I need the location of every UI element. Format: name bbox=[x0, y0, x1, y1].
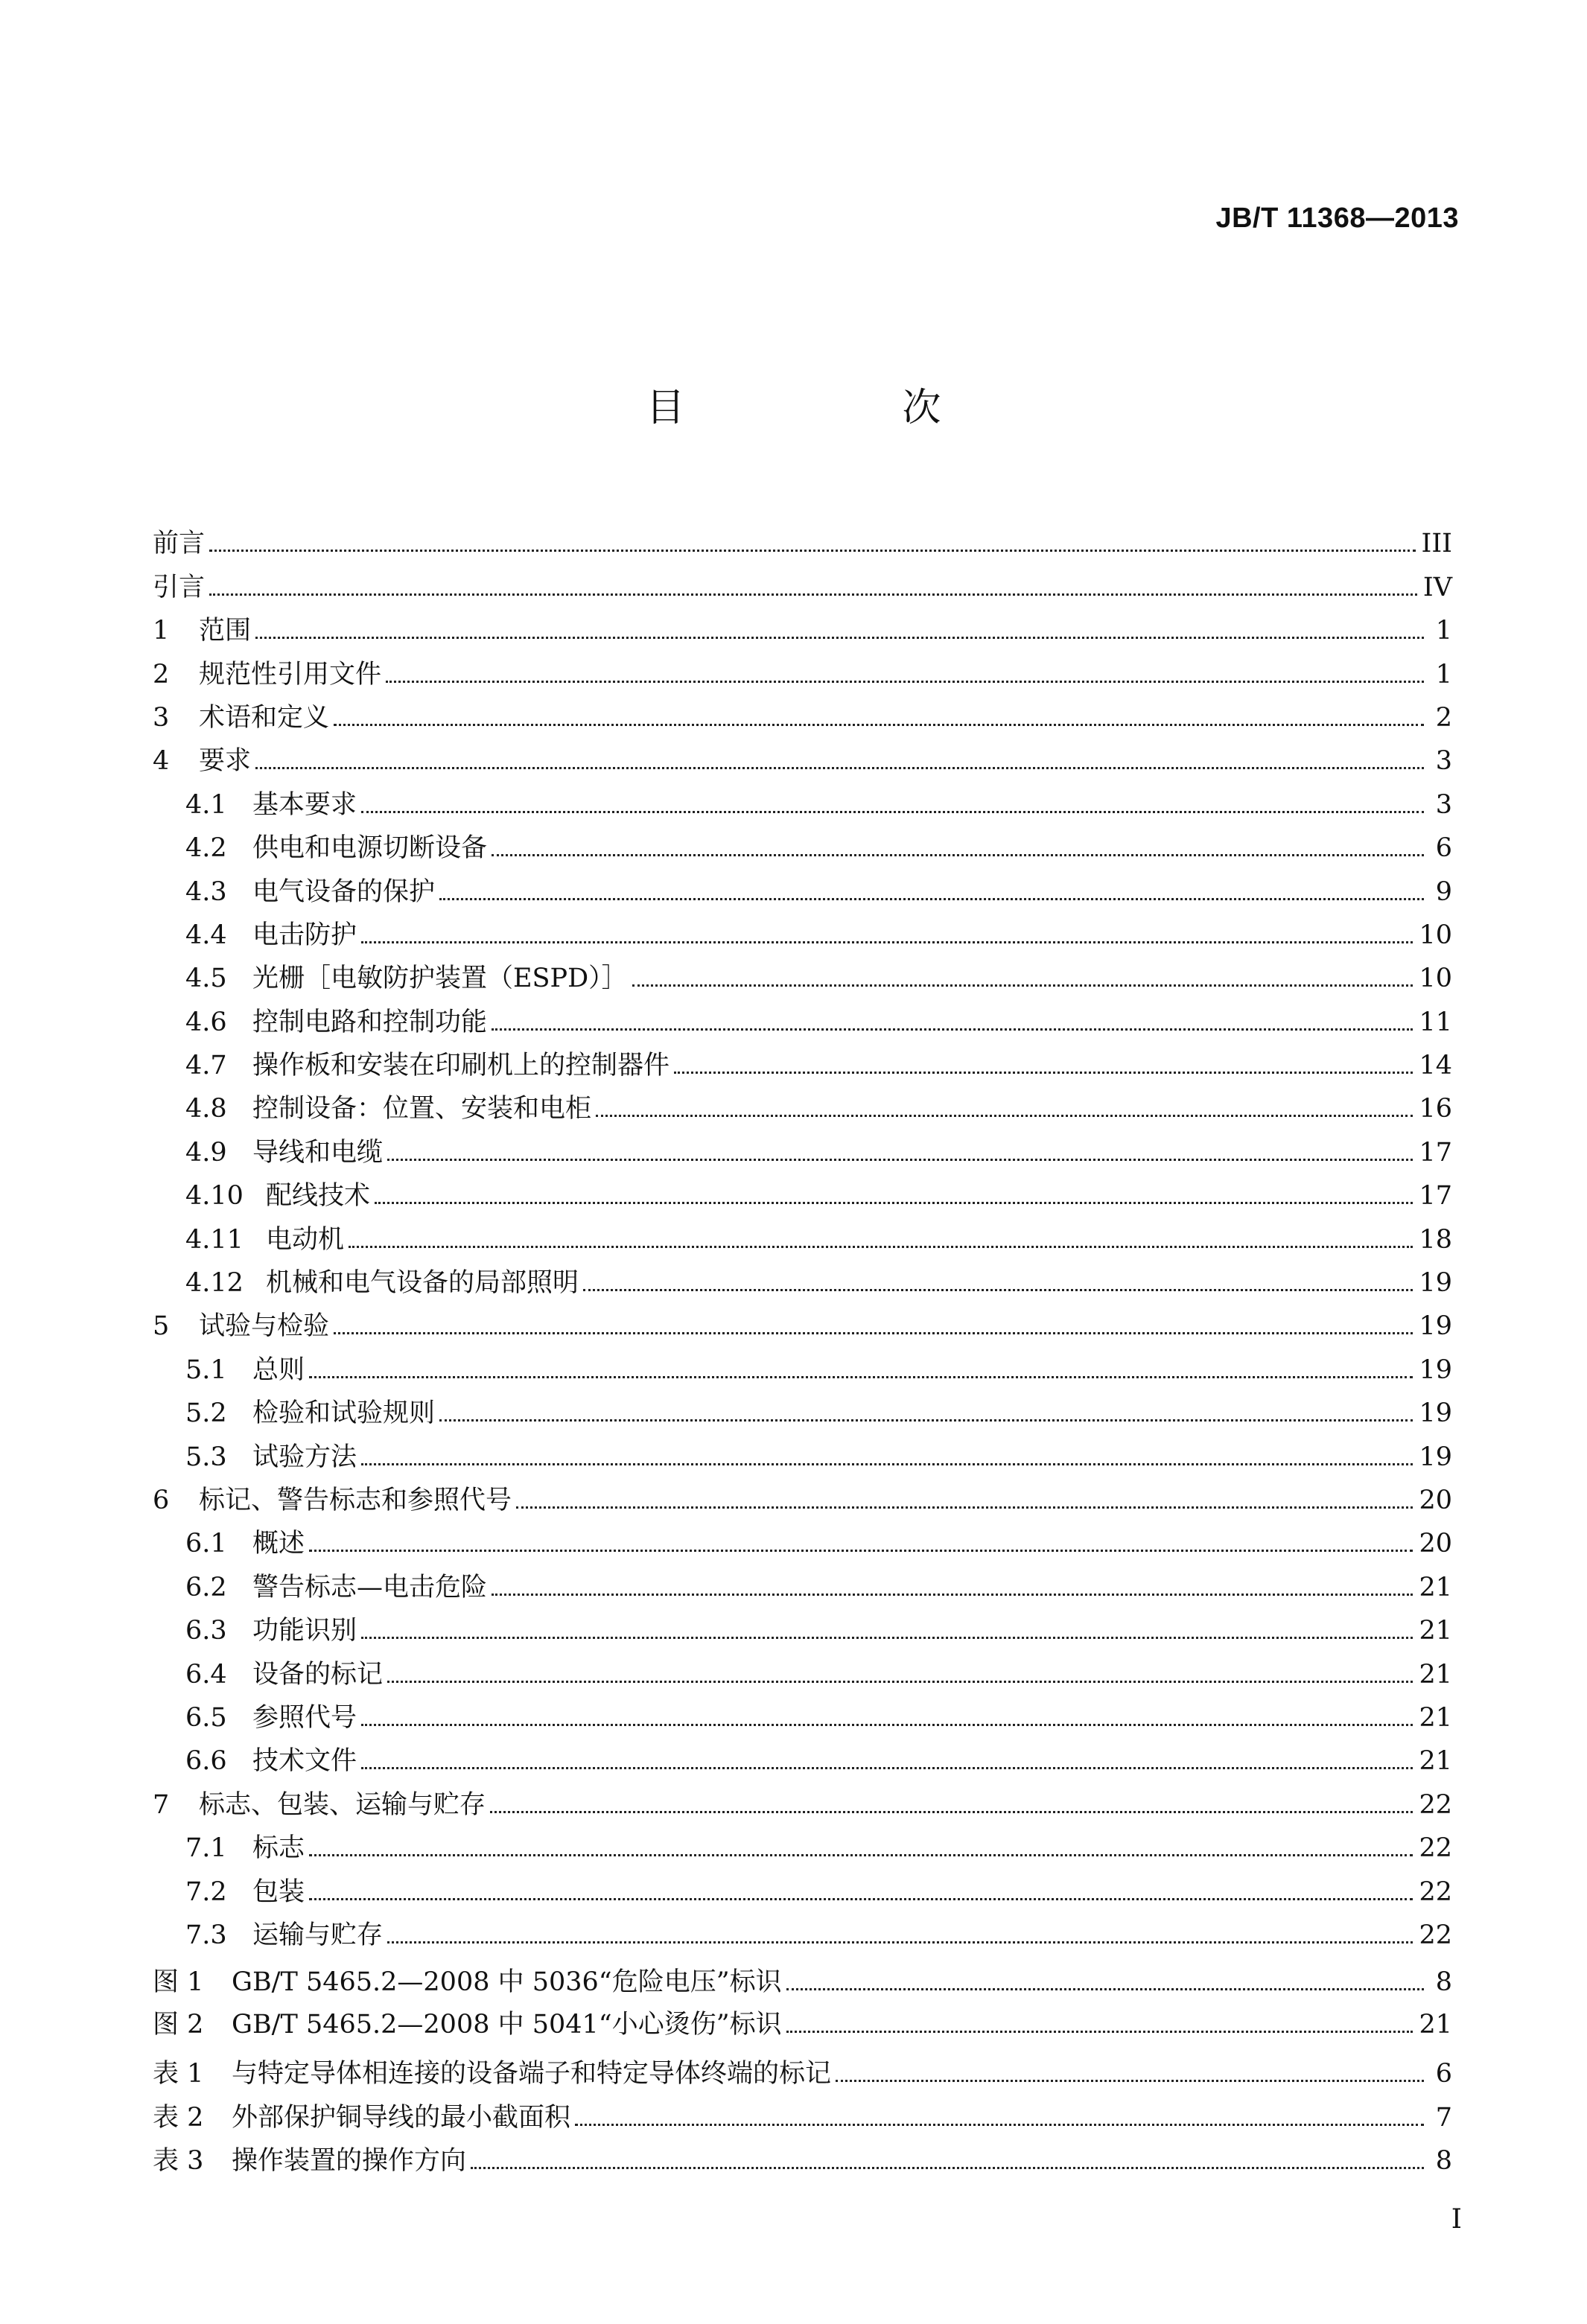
dot-leader bbox=[490, 1811, 1413, 1813]
toc-entry-page: 21 bbox=[1419, 1702, 1452, 1733]
toc-entry-number: 6.4 bbox=[185, 1659, 227, 1690]
toc-entry-number: 6.5 bbox=[185, 1702, 227, 1733]
toc-entry-page: 20 bbox=[1419, 1485, 1452, 1515]
toc-entry[interactable] bbox=[153, 1122, 1452, 1168]
toc-entry[interactable] bbox=[153, 1036, 1452, 1079]
toc-entry-number: 4.8 bbox=[185, 1094, 227, 1124]
toc-entry-page: 10 bbox=[1419, 920, 1452, 950]
toc-entry-number: 图 2 bbox=[153, 2009, 204, 2040]
toc-entry-title: 操作装置的操作方向 bbox=[232, 2146, 467, 2177]
toc-entry-page: 21 bbox=[1419, 1659, 1452, 1690]
toc-entry-page: 21 bbox=[1419, 1746, 1452, 1777]
toc-entry[interactable] bbox=[153, 1209, 1452, 1255]
toc-entry-title: 范围 bbox=[199, 616, 252, 646]
dot-leader bbox=[575, 2124, 1424, 2126]
toc-entry-title: 检验和试验规则 bbox=[252, 1398, 436, 1429]
dot-leader bbox=[786, 2031, 1413, 2033]
dot-leader bbox=[209, 550, 1416, 552]
toc-entry-title: 总则 bbox=[252, 1354, 305, 1385]
toc-entry[interactable] bbox=[153, 1644, 1452, 1690]
toc-entry-title: 配线技术 bbox=[266, 1181, 371, 1212]
page-title: 目 次 bbox=[646, 386, 1031, 430]
toc-entry-title: 基本要求 bbox=[252, 789, 357, 820]
toc-entry-page: 1 bbox=[1435, 616, 1452, 646]
toc-entry-page: 22 bbox=[1419, 1876, 1452, 1907]
dot-leader bbox=[492, 854, 1424, 856]
toc-entry-page: 19 bbox=[1419, 1442, 1452, 1472]
toc-entry-number: 表 1 bbox=[153, 2059, 204, 2089]
toc-entry-page: 16 bbox=[1419, 1094, 1452, 1124]
toc-entry[interactable] bbox=[153, 1601, 1452, 1644]
toc-entry-page: 1 bbox=[1435, 659, 1452, 690]
toc-entry[interactable] bbox=[153, 1774, 1452, 1818]
toc-entry-number: 4.3 bbox=[185, 876, 227, 907]
dot-leader bbox=[632, 984, 1413, 987]
dot-leader bbox=[361, 1724, 1413, 1726]
toc-entry[interactable] bbox=[153, 1514, 1452, 1557]
toc-entry-page: 21 bbox=[1419, 1572, 1452, 1602]
dot-leader bbox=[674, 1072, 1413, 1074]
dot-leader bbox=[361, 1463, 1413, 1465]
toc-entry-number: 6.6 bbox=[185, 1746, 227, 1777]
toc-entry-page: 10 bbox=[1419, 964, 1452, 994]
toc-entry-title: 规范性引用文件 bbox=[199, 659, 382, 690]
toc-entry[interactable] bbox=[153, 557, 1452, 600]
toc-entry-page: 8 bbox=[1435, 1967, 1452, 1997]
toc-entry-number: 图 1 bbox=[153, 1967, 204, 1997]
toc-entry-title: 运输与贮存 bbox=[252, 1920, 384, 1950]
toc-entry[interactable] bbox=[153, 2044, 1452, 2087]
toc-entry-title: 引言 bbox=[153, 572, 206, 602]
toc-entry-number: 7.1 bbox=[185, 1833, 227, 1864]
toc-entry-number: 4.12 bbox=[185, 1268, 244, 1299]
toc-entry-number: 7.2 bbox=[185, 1876, 227, 1907]
toc-entry[interactable] bbox=[153, 862, 1452, 905]
toc-entry-page: 6 bbox=[1435, 833, 1452, 864]
toc-entry[interactable] bbox=[153, 1862, 1452, 1905]
toc-entry-page: 7 bbox=[1435, 2102, 1452, 2133]
toc-entry-number: 5.1 bbox=[185, 1354, 227, 1385]
dot-leader bbox=[471, 2167, 1424, 2169]
toc-entry-page: IV bbox=[1422, 572, 1452, 602]
toc-entry[interactable] bbox=[153, 1340, 1452, 1383]
toc-entry-page: 3 bbox=[1435, 746, 1452, 777]
toc-entry-title: 前言 bbox=[153, 529, 206, 559]
toc-entry[interactable] bbox=[153, 1253, 1452, 1299]
toc-entry-number: 5 bbox=[153, 1311, 170, 1342]
toc-entry[interactable] bbox=[153, 1384, 1452, 1427]
toc-entry-title: 光栅［电敏防护装置（ESPD）］ bbox=[252, 964, 628, 994]
dot-leader bbox=[361, 1767, 1413, 1769]
toc-entry-number: 1 bbox=[153, 616, 170, 646]
toc-entry-number: 5.3 bbox=[185, 1442, 227, 1472]
toc-entry[interactable] bbox=[153, 1471, 1452, 1514]
toc-entry-page: 14 bbox=[1419, 1051, 1452, 1081]
toc-entry-title: 外部保护铜导线的最小截面积 bbox=[232, 2102, 571, 2133]
toc-entry-page: 20 bbox=[1419, 1529, 1452, 1559]
toc-entry-title: 机械和电气设备的局部照明 bbox=[266, 1268, 579, 1299]
dot-leader bbox=[516, 1506, 1413, 1509]
toc-entry-page: 22 bbox=[1419, 1833, 1452, 1864]
dot-leader bbox=[334, 1332, 1413, 1334]
dot-leader bbox=[361, 1637, 1413, 1639]
toc-entry-number: 4.5 bbox=[185, 964, 227, 994]
toc-entry-page: 3 bbox=[1435, 789, 1452, 820]
toc-entry-number: 4.6 bbox=[185, 1007, 227, 1037]
toc-entry-number: 表 3 bbox=[153, 2146, 204, 2177]
dot-leader bbox=[349, 1246, 1413, 1248]
dot-leader bbox=[361, 941, 1413, 943]
dot-leader bbox=[255, 767, 1424, 769]
dot-leader bbox=[387, 1159, 1413, 1161]
toc-entry[interactable] bbox=[153, 1296, 1452, 1340]
toc-entry-page: 17 bbox=[1419, 1137, 1452, 1168]
toc-entry-page: 8 bbox=[1435, 2146, 1452, 2177]
toc-entry-page: 2 bbox=[1435, 702, 1452, 733]
standard-code: JB/T 11368—2013 bbox=[1215, 203, 1459, 234]
toc-entry[interactable] bbox=[153, 774, 1452, 818]
toc-entry-title: 设备的标记 bbox=[252, 1659, 384, 1690]
toc-entry[interactable] bbox=[153, 1996, 1452, 2038]
toc-entry-title: 参照代号 bbox=[252, 1702, 357, 1733]
dot-leader bbox=[386, 681, 1424, 683]
toc-entry-page: 22 bbox=[1419, 1920, 1452, 1950]
toc-entry-page: 6 bbox=[1435, 2059, 1452, 2089]
toc-entry-title: 概述 bbox=[252, 1529, 305, 1559]
toc-entry-number: 3 bbox=[153, 702, 170, 733]
dot-leader bbox=[209, 593, 1417, 596]
toc-entry[interactable] bbox=[153, 2087, 1452, 2133]
toc-entry[interactable] bbox=[153, 731, 1452, 777]
toc-entry-number: 4.11 bbox=[185, 1224, 244, 1255]
toc-entry-title: 技术文件 bbox=[252, 1746, 357, 1777]
toc-entry-number: 6.3 bbox=[185, 1616, 227, 1646]
toc-entry-page: 18 bbox=[1419, 1224, 1452, 1255]
toc-entry-number: 2 bbox=[153, 659, 170, 690]
dot-leader bbox=[361, 811, 1424, 813]
toc-entry-title: 电气设备的保护 bbox=[252, 876, 436, 907]
toc-entry-number: 4 bbox=[153, 746, 170, 777]
dot-leader bbox=[583, 1289, 1413, 1291]
dot-leader bbox=[836, 2080, 1424, 2082]
toc-entry[interactable] bbox=[153, 1557, 1452, 1600]
toc-entry-page: III bbox=[1421, 529, 1452, 559]
toc-entry-title: 标志 bbox=[252, 1833, 305, 1864]
toc-entry-page: 21 bbox=[1419, 2009, 1452, 2040]
toc-entry-number: 4.2 bbox=[185, 833, 227, 864]
toc-entry-title: 电击防护 bbox=[252, 920, 357, 950]
toc-entry[interactable] bbox=[153, 1688, 1452, 1731]
toc-entry-page: 19 bbox=[1419, 1311, 1452, 1342]
toc-entry[interactable] bbox=[153, 1079, 1452, 1122]
toc-entry[interactable] bbox=[153, 688, 1452, 731]
toc-entry-title: 导线和电缆 bbox=[252, 1137, 384, 1168]
toc-entry[interactable] bbox=[153, 905, 1452, 949]
toc-entry-page: 22 bbox=[1419, 1789, 1452, 1820]
toc-entry-title: GB/T 5465.2—2008 中 5041“小心烫伤”标识 bbox=[232, 2009, 782, 2040]
toc-entry-title: 要求 bbox=[199, 746, 252, 777]
toc-entry-title: 与特定导体相连接的设备端子和特定导体终端的标记 bbox=[232, 2059, 832, 2089]
toc-entry[interactable] bbox=[153, 1906, 1452, 1949]
toc-entry-title: GB/T 5465.2—2008 中 5036“危险电压”标识 bbox=[232, 1967, 782, 1997]
toc-entry-page: 19 bbox=[1419, 1354, 1452, 1385]
toc-entry-number: 4.10 bbox=[185, 1181, 244, 1212]
dot-leader bbox=[492, 1594, 1413, 1596]
toc-entry-title: 控制电路和控制功能 bbox=[252, 1007, 488, 1037]
toc-entry[interactable] bbox=[153, 644, 1452, 690]
toc-entry-title: 操作板和安装在印刷机上的控制器件 bbox=[252, 1051, 670, 1081]
toc-entry-number: 5.2 bbox=[185, 1398, 227, 1429]
toc-entry[interactable] bbox=[153, 1166, 1452, 1212]
toc-entry[interactable] bbox=[153, 601, 1452, 644]
dot-leader bbox=[375, 1202, 1413, 1204]
dot-leader bbox=[596, 1115, 1413, 1117]
dot-leader bbox=[309, 1376, 1413, 1378]
toc-entry-title: 电动机 bbox=[266, 1224, 345, 1255]
toc-entry-title: 控制设备：位置、安装和电柜 bbox=[252, 1094, 592, 1124]
toc-entry-number: 4.1 bbox=[185, 789, 227, 820]
dot-leader bbox=[309, 1550, 1413, 1552]
toc-entry[interactable] bbox=[153, 1731, 1452, 1777]
dot-leader bbox=[439, 898, 1424, 900]
toc-entry-number: 4.9 bbox=[185, 1137, 227, 1168]
dot-leader bbox=[387, 1941, 1413, 1943]
toc-entry-page: 19 bbox=[1419, 1398, 1452, 1429]
dot-leader bbox=[255, 637, 1424, 639]
toc-entry-title: 警告标志—电击危险 bbox=[252, 1572, 488, 1602]
toc-entry[interactable] bbox=[153, 1427, 1452, 1470]
toc-entry-title: 供电和电源切断设备 bbox=[252, 833, 488, 864]
toc-entry-number: 6.1 bbox=[185, 1529, 227, 1559]
toc-entry-title: 功能识别 bbox=[252, 1616, 357, 1646]
dot-leader bbox=[387, 1681, 1413, 1683]
toc-entry-number: 6 bbox=[153, 1485, 170, 1515]
toc-entry-page: 21 bbox=[1419, 1616, 1452, 1646]
toc-entry-title: 试验与检验 bbox=[199, 1311, 330, 1342]
toc-entry-number: 6.2 bbox=[185, 1572, 227, 1602]
table-of-contents bbox=[153, 514, 1452, 2177]
toc-entry-page: 19 bbox=[1419, 1268, 1452, 1299]
toc-entry[interactable] bbox=[153, 1818, 1452, 1862]
toc-entry-number: 4.4 bbox=[185, 920, 227, 950]
toc-entry[interactable] bbox=[153, 992, 1452, 1035]
dot-leader bbox=[492, 1028, 1413, 1031]
toc-entry-page: 11 bbox=[1419, 1007, 1452, 1037]
toc-entry-number: 7.3 bbox=[185, 1920, 227, 1950]
toc-entry-number: 7 bbox=[153, 1789, 170, 1820]
toc-entry-title: 标志、包装、运输与贮存 bbox=[199, 1789, 486, 1820]
dot-leader bbox=[309, 1898, 1413, 1900]
page-number: I bbox=[1451, 2204, 1462, 2235]
toc-entry[interactable] bbox=[153, 818, 1452, 862]
toc-entry-page: 9 bbox=[1435, 876, 1452, 907]
toc-entry[interactable] bbox=[153, 949, 1452, 992]
toc-entry[interactable] bbox=[153, 1953, 1452, 1996]
dot-leader bbox=[786, 1988, 1424, 1990]
toc-entry-number: 表 2 bbox=[153, 2102, 204, 2133]
toc-entry-title: 试验方法 bbox=[252, 1442, 357, 1472]
toc-entry-title: 包装 bbox=[252, 1876, 305, 1907]
dot-leader bbox=[439, 1419, 1413, 1422]
toc-entry[interactable] bbox=[153, 2131, 1452, 2177]
toc-entry-number: 4.7 bbox=[185, 1051, 227, 1081]
toc-entry-title: 标记、警告标志和参照代号 bbox=[199, 1485, 512, 1515]
dot-leader bbox=[334, 724, 1424, 726]
toc-entry-page: 17 bbox=[1419, 1181, 1452, 1212]
toc-entry[interactable] bbox=[153, 514, 1452, 557]
toc-entry-title: 术语和定义 bbox=[199, 702, 330, 733]
dot-leader bbox=[309, 1854, 1413, 1856]
